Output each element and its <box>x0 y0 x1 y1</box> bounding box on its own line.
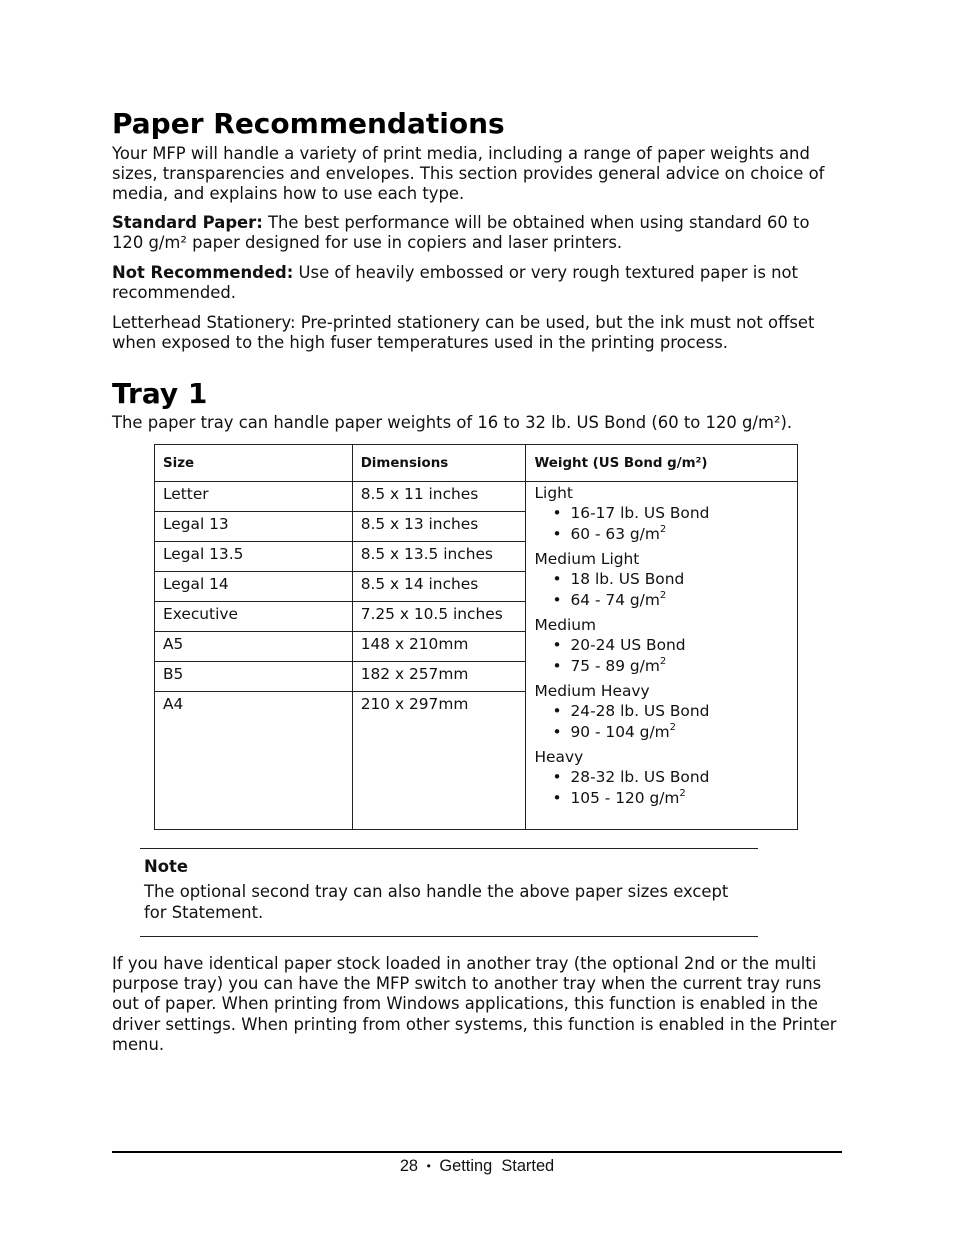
note-text: The optional second tray can also handle the above paper sizes except for Statement. <box>144 882 729 922</box>
weight-name: Medium Light <box>534 550 640 568</box>
header-dimensions: Dimensions <box>352 445 526 482</box>
weight-gsm: • 105 - 120 $g/m^2$ <box>550 788 789 809</box>
header-size: Size <box>155 445 353 482</box>
weight-name: Medium <box>534 616 597 634</box>
size-cell: Legal 14 <box>155 572 353 602</box>
weight-group-heavy <box>534 748 789 809</box>
weight-cell <box>526 482 798 830</box>
dimension-cell: 8.5 x 14 inches <box>352 572 526 602</box>
not-recommended-label: Not Recommended: <box>112 263 294 282</box>
dimension-cell: 8.5 x 11 inches <box>352 482 526 512</box>
weight-gsm: • 60 - 63 $g/m^2$ <box>550 524 789 545</box>
footer-separator: • <box>426 1159 431 1173</box>
dimension-cell: 7.25 x 10.5 inches <box>352 602 526 632</box>
weight-gsm: • 64 - 74 $g/m^2$ <box>550 590 789 611</box>
dimension-cell: 148 x 210mm <box>352 632 526 662</box>
weight-name: Heavy <box>534 748 584 766</box>
dimension-cell: 8.5 x 13.5 inches <box>352 542 526 572</box>
weight-group-medium-heavy <box>534 682 789 743</box>
note-title: Note <box>144 857 188 876</box>
dimension-cell: 210 x 297mm <box>352 692 526 830</box>
standard-paper-paragraph <box>112 213 844 253</box>
letterhead-paragraph: Letterhead Stationery: Pre-printed stationery can be used, but the ink must not offset when exposed to the high fuser temperatures used in the printing process. <box>112 313 815 353</box>
dimension-cell: 182 x 257mm <box>352 662 526 692</box>
table-header-row <box>155 445 798 482</box>
size-cell: A5 <box>155 632 353 662</box>
paper-intro-paragraph: Your MFP will handle a variety of print media, including a range of paper weights and sizes, transparencies and envelopes. This section provides general advice on choice of media, and explains how to use each type. <box>112 144 825 204</box>
weight-gsm: • 90 - 104 $g/m^2$ <box>550 722 789 743</box>
tray-intro-paragraph: The paper tray can handle paper weights of 16 to 32 lb. US Bond (60 to 120 g/m²). <box>112 413 793 432</box>
weight-bond: • 18 lb. US Bond <box>550 569 789 590</box>
weight-bond: • 24-28 lb. US Bond <box>550 701 789 722</box>
size-cell: B5 <box>155 662 353 692</box>
dimension-cell: 8.5 x 13 inches <box>352 512 526 542</box>
weight-gsm: • 75 - 89 $g/m^2$ <box>550 656 789 677</box>
footer-rule <box>112 1151 842 1153</box>
header-weight: Weight (US Bond g/m²) <box>526 445 798 482</box>
heading-paper-recommendations: Paper Recommendations <box>112 107 505 140</box>
weight-name: Light <box>534 484 573 502</box>
note-box <box>140 848 758 937</box>
weight-bond: • 28-32 lb. US Bond <box>550 767 789 788</box>
size-cell: Legal 13.5 <box>155 542 353 572</box>
identical-stock-paragraph: If you have identical paper stock loaded in another tray (the optional 2nd or the multi purpose tray) you can have the MFP switch to another tray when the current tray runs out of paper. When printing from Windows applications, this function is enabled in the driver settings. When printing from other systems, this function is enabled in the Printer menu. <box>112 954 837 1054</box>
size-cell: A4 <box>155 692 353 830</box>
weight-group-light <box>534 484 789 545</box>
not-recommended-paragraph <box>112 263 844 303</box>
size-cell: Executive <box>155 602 353 632</box>
chapter-title: Getting Started <box>439 1157 555 1175</box>
page-footer <box>112 1157 842 1176</box>
not-recommended-text: Use of heavily embossed or very rough textured paper is not recommended. <box>112 263 798 303</box>
size-cell: Letter <box>155 482 353 512</box>
table-row <box>155 482 798 512</box>
heading-tray-1: Tray 1 <box>112 377 208 410</box>
weight-bond: • 16-17 lb. US Bond <box>550 503 789 524</box>
weight-group-medium-light <box>534 550 789 611</box>
standard-paper-text: The best performance will be obtained when using standard 60 to 120 g/m² paper designed for use in copiers and laser printers. <box>112 213 810 253</box>
paper-size-table <box>154 444 798 830</box>
standard-paper-label: Standard Paper: <box>112 213 263 232</box>
page-number: 28 <box>399 1157 419 1175</box>
weight-name: Medium Heavy <box>534 682 650 700</box>
weight-bond: • 20-24 US Bond <box>550 635 789 656</box>
size-cell: Legal 13 <box>155 512 353 542</box>
weight-group-medium <box>534 616 789 677</box>
